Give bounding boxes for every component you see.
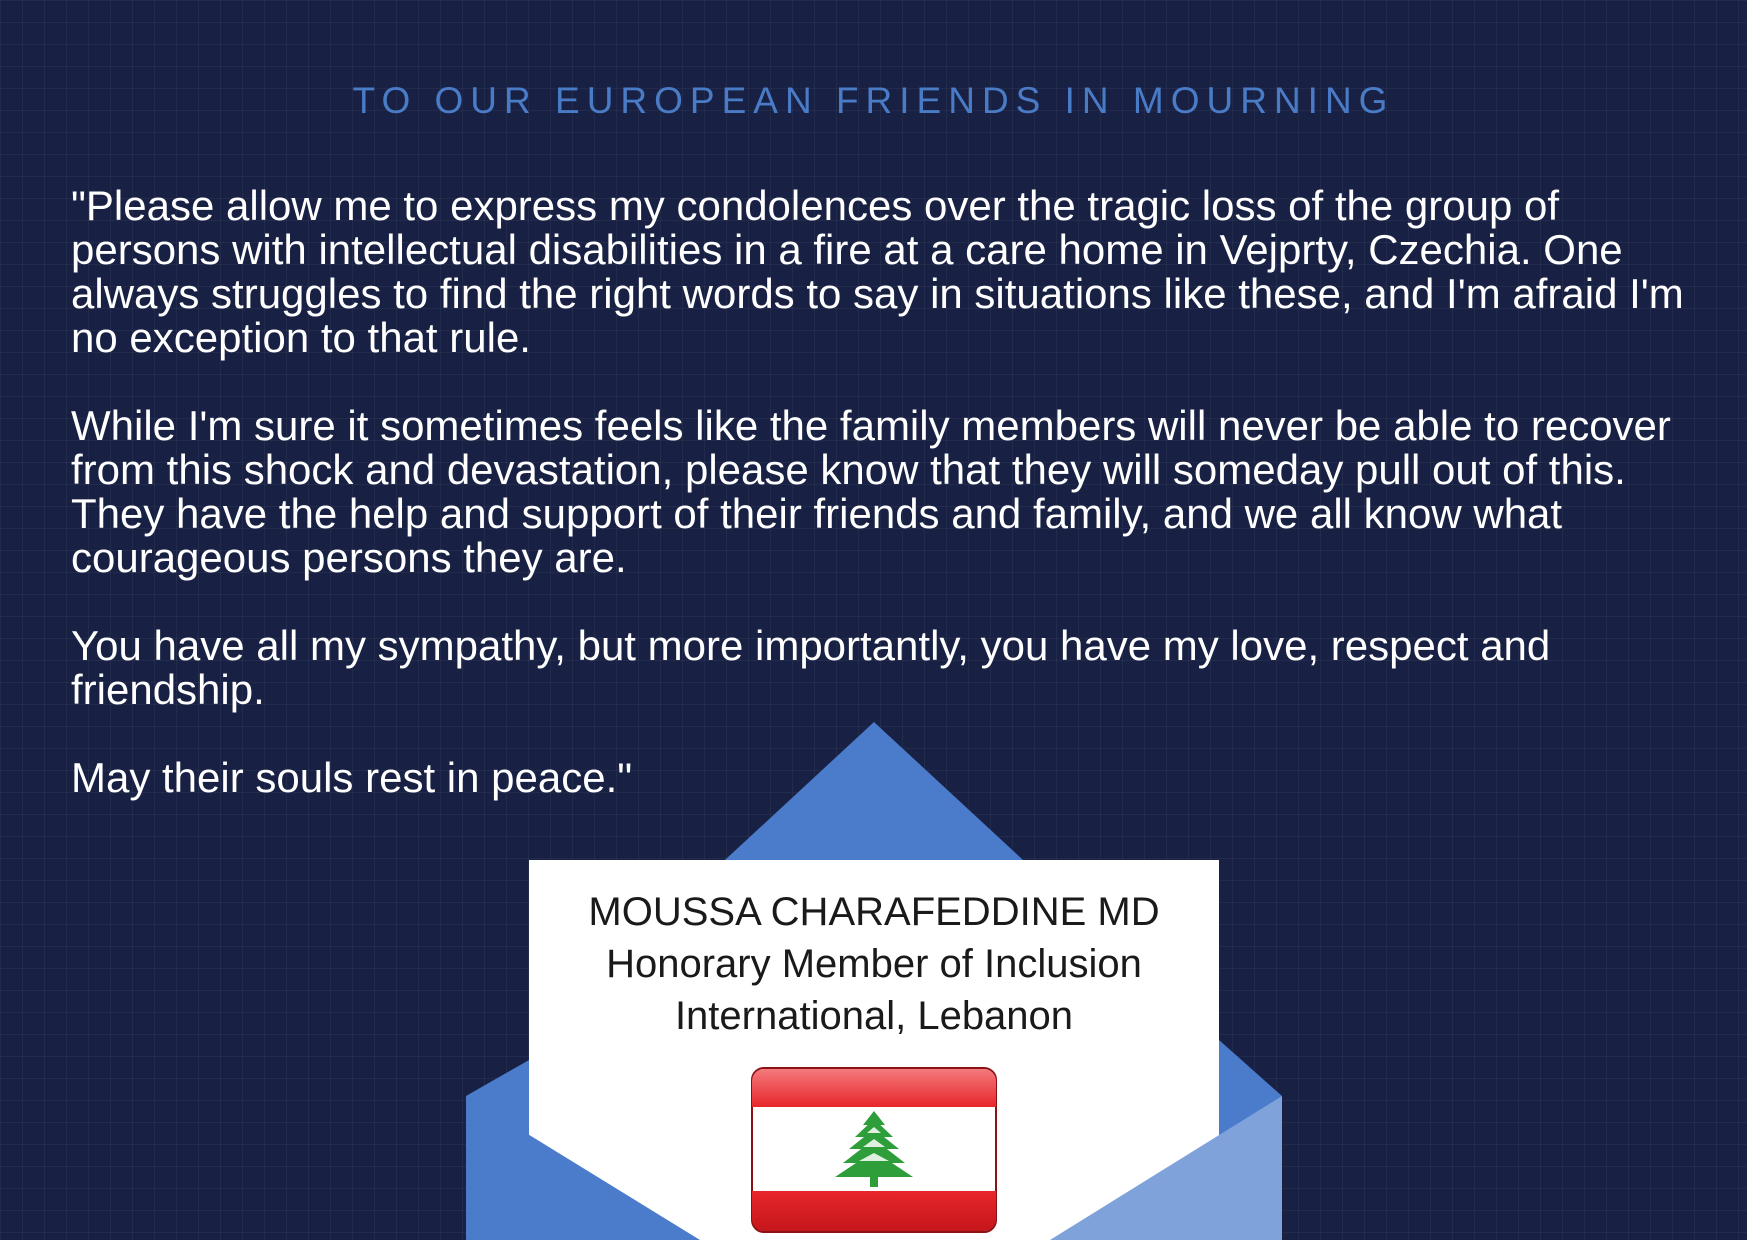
letter-paragraph: May their souls rest in peace."	[71, 754, 633, 801]
signature-title-line-2: International, Lebanon	[674, 994, 1074, 1038]
letter-paragraph: You have all my sympathy, but more importantly, you have my love, respect and friendship.	[71, 622, 1551, 713]
page-heading: TO OUR EUROPEAN FRIENDS IN MOURNING	[352, 80, 1395, 121]
letter-paragraph: "Please allow me to express my condolences over the tragic loss of the group of persons with intellectual disabilities in a fire at a care home in Vejprty, Czechia. One always struggles to find the right words to say in situations like these, and I'm afraid I'm no exception to that rule.	[71, 182, 1684, 361]
signature-title-line-1: Honorary Member of Inclusion	[606, 942, 1142, 986]
letter-paragraph: While I'm sure it sometimes feels like the family members will never be able to recover from this shock and devastation, please know that they will someday pull out of this. They have the help and support of their friends and family, and we all know what courageous persons they are.	[71, 402, 1671, 581]
signature-name: MOUSSA CHARAFEDDINE MD	[588, 890, 1160, 934]
